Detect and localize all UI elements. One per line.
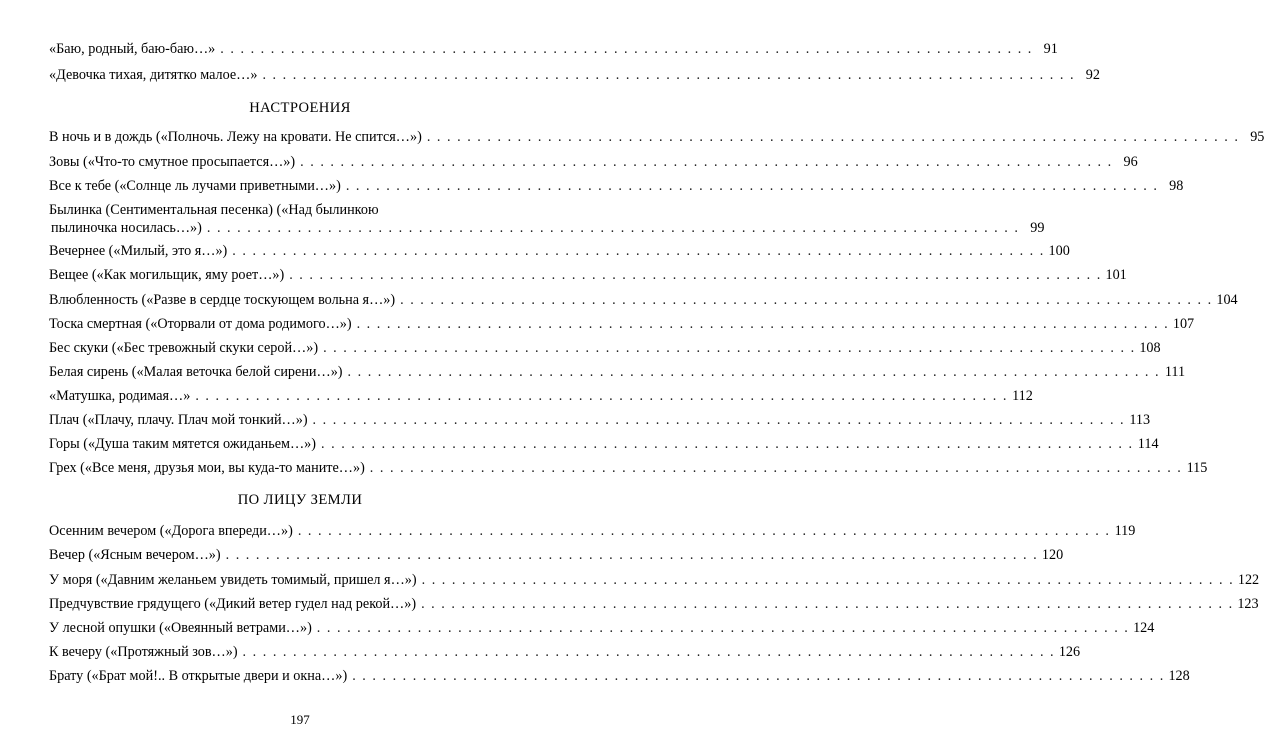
- entry-page: 96: [1123, 154, 1138, 170]
- leader-dots: . . . . . . . . . . . . . . . . . . . . . . . . . . . . . . . . . . . . . . . . . . . . . . . . . . . . . . . . . . . . . . . . . . . . . . . . . . . . . . . . .: [289, 267, 1102, 283]
- leader-dots: . . . . . . . . . . . . . . . . . . . . . . . . . . . . . . . . . . . . . . . . . . . . . . . . . . . . . . . . . . . . . . . . . . . . . . . . . . . . . . . . .: [220, 41, 1033, 57]
- toc-entry: [49, 66, 1100, 84]
- entry-title: Вещее («Как могильщик, яму роет…»): [49, 267, 285, 283]
- toc-entry: [49, 595, 1259, 613]
- entry-title: Предчувствие грядущего («Дикий ветер гудел над рекой…»): [49, 596, 417, 612]
- toc-entry: [49, 177, 1184, 195]
- leader-dots: . . . . . . . . . . . . . . . . . . . . . . . . . . . . . . . . . . . . . . . . . . . . . . . . . . . . . . . . . . . . . . . . . . . . . . . . . . . . . . . . .: [297, 523, 1111, 539]
- entry-title: Былинка (Сентиментальная песенка) («Над былинкою: [49, 202, 379, 218]
- entry-page: 95: [1250, 129, 1264, 145]
- entry-page: 119: [1114, 523, 1136, 539]
- leader-dots: . . . . . . . . . . . . . . . . . . . . . . . . . . . . . . . . . . . . . . . . . . . . . . . . . . . . . . . . . . . . . . . . . . . . . . . . . . . . . . . . .: [300, 154, 1113, 170]
- leader-dots: . . . . . . . . . . . . . . . . . . . . . . . . . . . . . . . . . . . . . . . . . . . . . . . . . . . . . . . . . . . . . . . . . . . . . . . . . . . . . . . . .: [356, 316, 1170, 332]
- toc-entry: [49, 411, 1151, 429]
- leader-dots: . . . . . . . . . . . . . . . . . . . . . . . . . . . . . . . . . . . . . . . . . . . . . . . . . . . . . . . . . . . . . . . . . . . . . . . . . . . . . . . . .: [232, 243, 1045, 259]
- leader-dots: . . . . . . . . . . . . . . . . . . . . . . . . . . . . . . . . . . . . . . . . . . . . . . . . . . . . . . . . . . . . . . . . . . . . . . . . . . . . . . . . .: [345, 178, 1159, 194]
- toc-entry: [49, 40, 1058, 58]
- toc-entry: [49, 435, 1159, 453]
- toc-entry: [49, 242, 1070, 260]
- toc-entry: [49, 667, 1190, 685]
- leader-dots: . . . . . . . . . . . . . . . . . . . . . . . . . . . . . . . . . . . . . . . . . . . . . . . . . . . . . . . . . . . . . . . . . . . . . . . . . . . . . . . . .: [321, 436, 1134, 452]
- entry-page: 122: [1237, 572, 1260, 588]
- leader-dots: . . . . . . . . . . . . . . . . . . . . . . . . . . . . . . . . . . . . . . . . . . . . . . . . . . . . . . . . . . . . . . . . . . . . . . . . . . . . . . . . .: [369, 460, 1183, 476]
- toc-entry: [49, 363, 1186, 381]
- toc-entry: [49, 459, 1208, 477]
- entry-page: 126: [1058, 644, 1081, 660]
- toc-entry: [49, 128, 1264, 146]
- leader-dots: . . . . . . . . . . . . . . . . . . . . . . . . . . . . . . . . . . . . . . . . . . . . . . . . . . . . . . . . . . . . . . . . . . . . . . . . . . . . . . . . .: [323, 340, 1136, 356]
- entry-page: 113: [1129, 412, 1151, 428]
- leader-dots: . . . . . . . . . . . . . . . . . . . . . . . . . . . . . . . . . . . . . . . . . . . . . . . . . . . . . . . . . . . . . . . . . . . . . . . . . . . . . . . . .: [225, 547, 1039, 563]
- entry-title-continued: пылиночка носилась…»): [51, 220, 202, 236]
- entry-title: «Матушка, родимая…»: [49, 388, 191, 404]
- entry-title: Тоска смертная («Оторвали от дома родимого…»): [49, 316, 352, 332]
- toc-entry: [49, 315, 1195, 333]
- entry-title: Вечернее («Милый, это я…»): [49, 243, 228, 259]
- entry-title: Грех («Все меня, друзья мои, вы куда-то маните…»): [49, 460, 365, 476]
- entry-title: «Баю, родный, баю-баю…»: [49, 41, 216, 57]
- entry-page: 124: [1133, 620, 1155, 636]
- entry-page: 115: [1186, 460, 1208, 476]
- toc-entry: [49, 153, 1138, 171]
- leader-dots: . . . . . . . . . . . . . . . . . . . . . . . . . . . . . . . . . . . . . . . . . . . . . . . . . . . . . . . . . . . . . . . . . . . . . . . . . . . . . . . . .: [242, 644, 1056, 660]
- leader-dots: . . . . . . . . . . . . . . . . . . . . . . . . . . . . . . . . . . . . . . . . . . . . . . . . . . . . . . . . . . . . . . . . . . . . . . . . . . . . . . . . .: [421, 572, 1235, 588]
- entry-page: 100: [1048, 243, 1070, 259]
- leader-dots: . . . . . . . . . . . . . . . . . . . . . . . . . . . . . . . . . . . . . . . . . . . . . . . . . . . . . . . . . . . . . . . . . . . . . . . . . . . . . . . . .: [400, 292, 1213, 308]
- entry-title: Все к тебе («Солнце ль лучами приветными…»): [49, 178, 341, 194]
- entry-page: 98: [1169, 178, 1184, 194]
- entry-title: Осенним вечером («Дорога впереди…»): [49, 523, 293, 539]
- toc-entry: [49, 522, 1136, 540]
- section-heading: НАСТРОЕНИЯ: [249, 100, 351, 116]
- entry-title: Зовы («Что-то смутное просыпается…»): [49, 154, 296, 170]
- leader-dots: . . . . . . . . . . . . . . . . . . . . . . . . . . . . . . . . . . . . . . . . . . . . . . . . . . . . . . . . . . . . . . . . . . . . . . . . . . . . . . . . .: [312, 412, 1126, 428]
- entry-page: 111: [1164, 364, 1186, 380]
- entry-page: 101: [1105, 267, 1127, 283]
- entry-page: 91: [1043, 41, 1058, 57]
- page-number: 197: [290, 712, 310, 727]
- leader-dots: . . . . . . . . . . . . . . . . . . . . . . . . . . . . . . . . . . . . . . . . . . . . . . . . . . . . . . . . . . . . . . . . . . . . . . . . . . . . . . . . .: [206, 220, 1020, 236]
- entry-title: Влюбленность («Разве в сердце тоскующем вольна я…»): [49, 292, 396, 308]
- entry-page: 128: [1168, 668, 1190, 684]
- leader-dots: . . . . . . . . . . . . . . . . . . . . . . . . . . . . . . . . . . . . . . . . . . . . . . . . . . . . . . . . . . . . . . . . . . . . . . . . . . . . . . . . .: [352, 668, 1165, 684]
- entry-page: 92: [1085, 67, 1100, 83]
- toc-entry: [49, 201, 1045, 237]
- entry-title: В ночь и в дождь («Полночь. Лежу на кровати. Не спится…»): [49, 129, 422, 145]
- entry-title: У моря («Давним желаньем увидеть томимый, пришел я…»): [49, 572, 417, 588]
- entry-title: Вечер («Ясным вечером…»): [49, 547, 221, 563]
- entry-title: Брату («Брат мой!.. В открытые двери и окна…»): [49, 668, 348, 684]
- toc-entry: [49, 387, 1033, 405]
- entry-page: 108: [1139, 340, 1161, 356]
- entry-title: Плач («Плачу, плачу. Плач мой тонкий…»): [49, 412, 308, 428]
- toc-entry: [49, 291, 1238, 309]
- toc-entry: [49, 339, 1161, 357]
- leader-dots: . . . . . . . . . . . . . . . . . . . . . . . . . . . . . . . . . . . . . . . . . . . . . . . . . . . . . . . . . . . . . . . . . . . . . . . . . . . . . . . . .: [347, 364, 1161, 380]
- entry-page: 120: [1041, 547, 1064, 563]
- leader-dots: . . . . . . . . . . . . . . . . . . . . . . . . . . . . . . . . . . . . . . . . . . . . . . . . . . . . . . . . . . . . . . . . . . . . . . . . . . . . . . . . .: [426, 129, 1240, 145]
- entry-title: У лесной опушки («Овеянный ветрами…»): [49, 620, 312, 636]
- entry-title: «Девочка тихая, дитятко малое…»: [49, 67, 258, 83]
- entry-page: 114: [1137, 436, 1159, 452]
- leader-dots: . . . . . . . . . . . . . . . . . . . . . . . . . . . . . . . . . . . . . . . . . . . . . . . . . . . . . . . . . . . . . . . . . . . . . . . . . . . . . . . . .: [195, 388, 1008, 404]
- section-heading: ПО ЛИЦУ ЗЕМЛИ: [237, 492, 363, 508]
- entry-page: 123: [1237, 596, 1259, 612]
- leader-dots: . . . . . . . . . . . . . . . . . . . . . . . . . . . . . . . . . . . . . . . . . . . . . . . . . . . . . . . . . . . . . . . . . . . . . . . . . . . . . . . . .: [316, 620, 1130, 636]
- entry-title: Белая сирень («Малая веточка белой сирени…»): [49, 364, 343, 380]
- entry-page: 107: [1172, 316, 1195, 332]
- entry-page: 112: [1012, 388, 1033, 404]
- entry-title: К вечеру («Протяжный зов…»): [49, 644, 238, 660]
- toc-entry: [49, 266, 1127, 284]
- leader-dots: . . . . . . . . . . . . . . . . . . . . . . . . . . . . . . . . . . . . . . . . . . . . . . . . . . . . . . . . . . . . . . . . . . . . . . . . . . . . . . . . .: [421, 596, 1234, 612]
- entry-title: Бес скуки («Бес тревожный скуки серой…»): [49, 340, 319, 356]
- leader-dots: . . . . . . . . . . . . . . . . . . . . . . . . . . . . . . . . . . . . . . . . . . . . . . . . . . . . . . . . . . . . . . . . . . . . . . . . . . . . . . . . .: [262, 67, 1075, 83]
- entry-page: 99: [1030, 220, 1045, 236]
- toc-entry: [49, 643, 1081, 661]
- entry-title: Горы («Душа таким мятется ожиданьем…»): [49, 436, 316, 452]
- toc-entry: [49, 571, 1260, 589]
- entry-page: 104: [1216, 292, 1238, 308]
- toc-entry: [49, 546, 1064, 564]
- toc-entry: [49, 619, 1155, 637]
